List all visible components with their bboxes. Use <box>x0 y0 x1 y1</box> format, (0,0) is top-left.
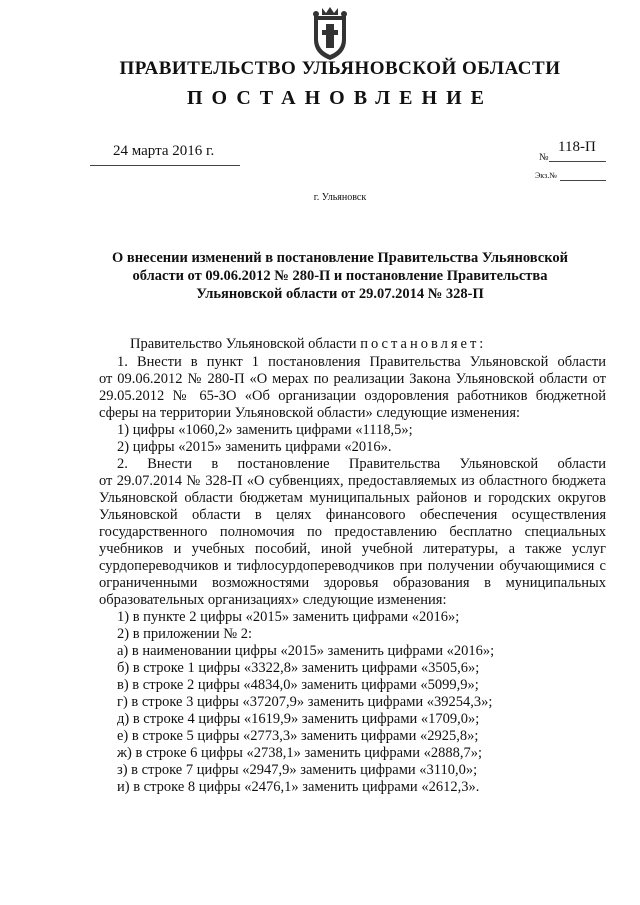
list-item: 2) цифры «2015» заменить цифрами «2016». <box>117 439 392 455</box>
paragraph-2: от 29.07.2014 № 328-П «О субвенциях, предоставляемых из областного бюджета Ульяновской области бюджетам муниципальных районов и городских округов Ульяновской области в целях финансового обеспечения осуществления государственного полномочия по предоставлению бесплатно специальных учебников и учебных пособий, иной учебной литературы, а также услуг сурдопереводчиков и тифлосурдопереводчиков при получении обучающимися с ограниченными возможностями здоровья образования в муниципальных образовательных организациях» следующие изменения: <box>99 473 606 608</box>
document-heading: О внесении изменений в постановление Правительства Ульяновской области от 09.06.2012 № 280-П и постановление Правительства Ульяновской области от 29.07.2014 № 328-П <box>112 250 568 302</box>
document-type: ПОСТАНОВЛЕНИЕ <box>187 87 493 109</box>
list-item: 2) в приложении № 2: <box>117 626 252 642</box>
intro-text: Правительство Ульяновской области <box>130 336 361 352</box>
number-underline <box>549 161 606 162</box>
copy-number-label: Экз.№ <box>535 171 557 180</box>
list-item: е) в строке 5 цифры «2773,3» заменить цифрами «2925,8»; <box>117 728 479 744</box>
list-item: д) в строке 4 цифры «1619,9» заменить цифрами «1709,0»; <box>117 711 480 727</box>
list-item: з) в строке 7 цифры «2947,9» заменить цифрами «3110,0»; <box>117 762 478 778</box>
coat-of-arms-icon <box>308 6 352 62</box>
government-title: ПРАВИТЕЛЬСТВО УЛЬЯНОВСКОЙ ОБЛАСТИ <box>119 58 561 79</box>
city: г. Ульяновск <box>313 192 367 203</box>
list-item: б) в строке 1 цифры «3322,8» заменить цифрами «3505,6»; <box>117 660 480 676</box>
paragraph-2-first-line: 2. Внести в постановление Правительства Ульяновской области <box>117 456 606 472</box>
list-item: 1) цифры «1060,2» заменить цифрами «1118,5»; <box>117 422 413 438</box>
document-date: 24 марта 2016 г. <box>113 143 215 159</box>
intro-verb: постановляет: <box>360 336 487 352</box>
paragraph-1-first-line: 1. Внести в пункт 1 постановления Правительства Ульяновской области <box>117 354 606 370</box>
intro-paragraph <box>114 336 606 353</box>
copy-number-underline <box>560 180 606 181</box>
list-item: а) в наименовании цифры «2015» заменить цифрами «2016»; <box>117 643 495 659</box>
list-item: ж) в строке 6 цифры «2738,1» заменить цифрами «2888,7»; <box>117 745 482 761</box>
list-item: в) в строке 2 цифры «4834,0» заменить цифрами «5099,9»; <box>117 677 479 693</box>
date-underline <box>90 165 240 166</box>
paragraph-1: от 09.06.2012 № 280-П «О мерах по реализации Закона Ульяновской области от 29.05.2012 № 65-ЗО «Об организации оздоровления работников бюджетной сферы на территории Ульяновской области» следующие изменения: <box>99 371 606 421</box>
document-number: 118-П <box>558 139 596 155</box>
number-sign: № <box>539 152 549 163</box>
document-body <box>99 336 606 796</box>
list-item: и) в строке 8 цифры «2476,1» заменить цифрами «2612,3». <box>117 779 480 795</box>
list-item: г) в строке 3 цифры «37207,9» заменить цифрами «39254,3»; <box>117 694 493 710</box>
list-item: 1) в пункте 2 цифры «2015» заменить цифрами «2016»; <box>117 609 460 625</box>
